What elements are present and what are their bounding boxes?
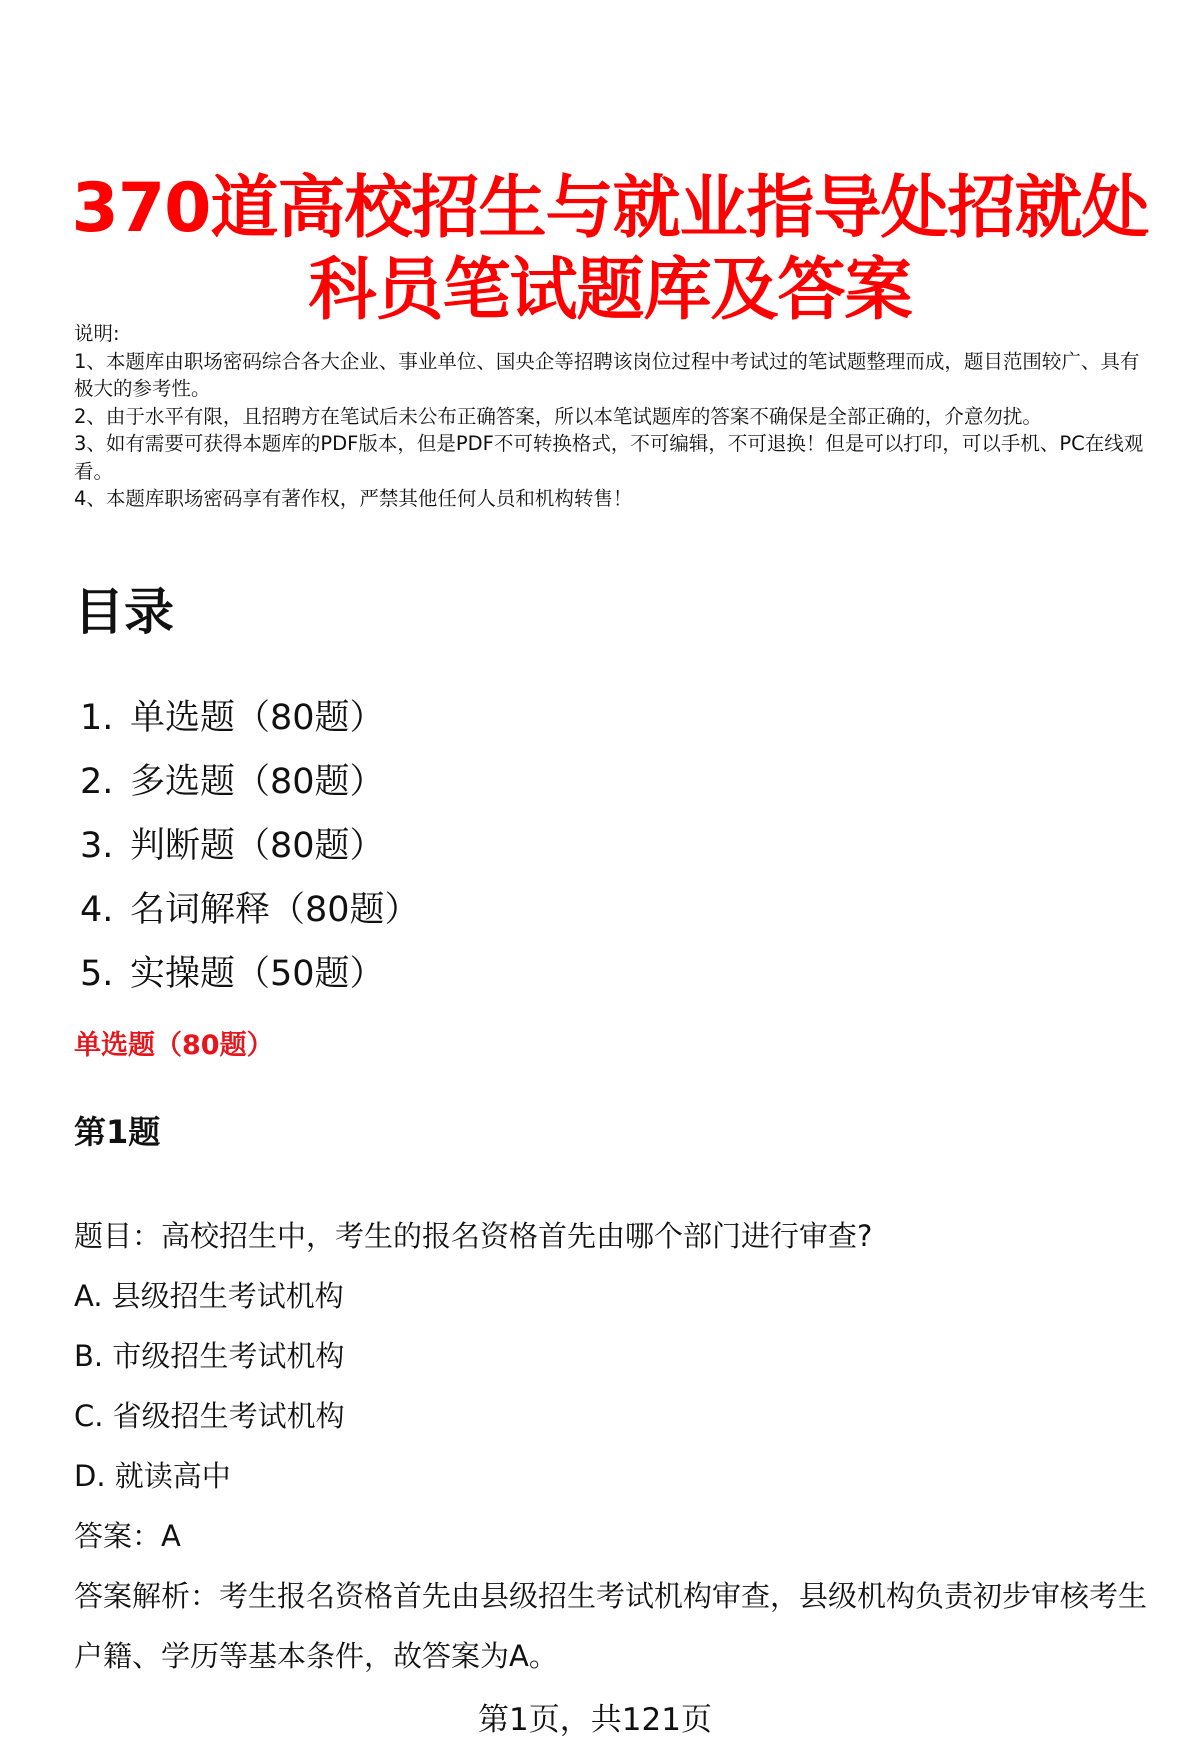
page-footer: 第1页，共121页 bbox=[478, 1702, 712, 1738]
toc-item-number: 1. bbox=[80, 698, 114, 738]
toc-item-label: 名词解释（80题） bbox=[130, 890, 420, 930]
toc-item-practical[interactable] bbox=[80, 942, 420, 1006]
toc-heading: 目录 bbox=[74, 583, 174, 641]
toc-item-label: 多选题（80题） bbox=[130, 762, 385, 802]
table-of-contents bbox=[80, 686, 420, 1006]
toc-item-label: 实操题（50题） bbox=[130, 954, 385, 994]
answer: 答案：A bbox=[74, 1519, 181, 1553]
toc-item-single-choice[interactable] bbox=[80, 686, 420, 750]
option-a: A. 县级招生考试机构 bbox=[74, 1279, 344, 1313]
toc-item-multiple-choice[interactable] bbox=[80, 750, 420, 814]
instruction-item: 1、本题库由职场密码综合各大企业、事业单位、国央企等招聘该岗位过程中考试过的笔试题整理而成，题目范围较广、具有极大的参考性。 bbox=[74, 349, 1140, 400]
toc-item-number: 3. bbox=[80, 826, 114, 866]
toc-item-label: 判断题（80题） bbox=[130, 826, 385, 866]
document-title-line-1: 370道高校招生与就业指导处招就处 bbox=[71, 168, 1149, 248]
toc-item-number: 5. bbox=[80, 954, 114, 994]
toc-item-label: 单选题（80题） bbox=[130, 698, 385, 738]
instructions-heading: 说明: bbox=[74, 322, 120, 345]
toc-item-true-false[interactable] bbox=[80, 814, 420, 878]
instruction-item: 3、如有需要可获得本题库的PDF版本，但是PDF不可转换格式，不可编辑，不可退换！但是可以打印，可以手机、PC在线观看。 bbox=[74, 432, 1144, 483]
toc-item-term-definition[interactable] bbox=[80, 878, 420, 942]
option-d: D. 就读高中 bbox=[74, 1459, 231, 1493]
instruction-item: 2、由于水平有限，且招聘方在笔试后未公布正确答案，所以本笔试题库的答案不确保是全部正确的，介意勿扰。 bbox=[74, 404, 1042, 428]
option-b: B. 市级招生考试机构 bbox=[74, 1339, 345, 1373]
document-title bbox=[60, 168, 1160, 332]
instruction-item: 4、本题库职场密码享有著作权，严禁其他任何人员和机构转售！ bbox=[74, 487, 633, 510]
question-block bbox=[74, 1206, 1154, 1686]
toc-item-number: 4. bbox=[80, 890, 114, 930]
question-stem: 题目：高校招生中，考生的报名资格首先由哪个部门进行审查? bbox=[74, 1219, 873, 1253]
option-c: C. 省级招生考试机构 bbox=[74, 1399, 345, 1433]
instructions-block bbox=[74, 320, 1154, 513]
section-heading: 单选题（80题） bbox=[74, 1030, 274, 1061]
toc-item-number: 2. bbox=[80, 762, 114, 802]
document-title-line-2: 科员笔试题库及答案 bbox=[308, 250, 912, 330]
answer-analysis: 答案解析：考生报名资格首先由县级招生考试机构审查，县级机构负责初步审核考生户籍、学历等基本条件，故答案为A。 bbox=[74, 1579, 1148, 1673]
question-number: 第1题 bbox=[74, 1113, 161, 1151]
